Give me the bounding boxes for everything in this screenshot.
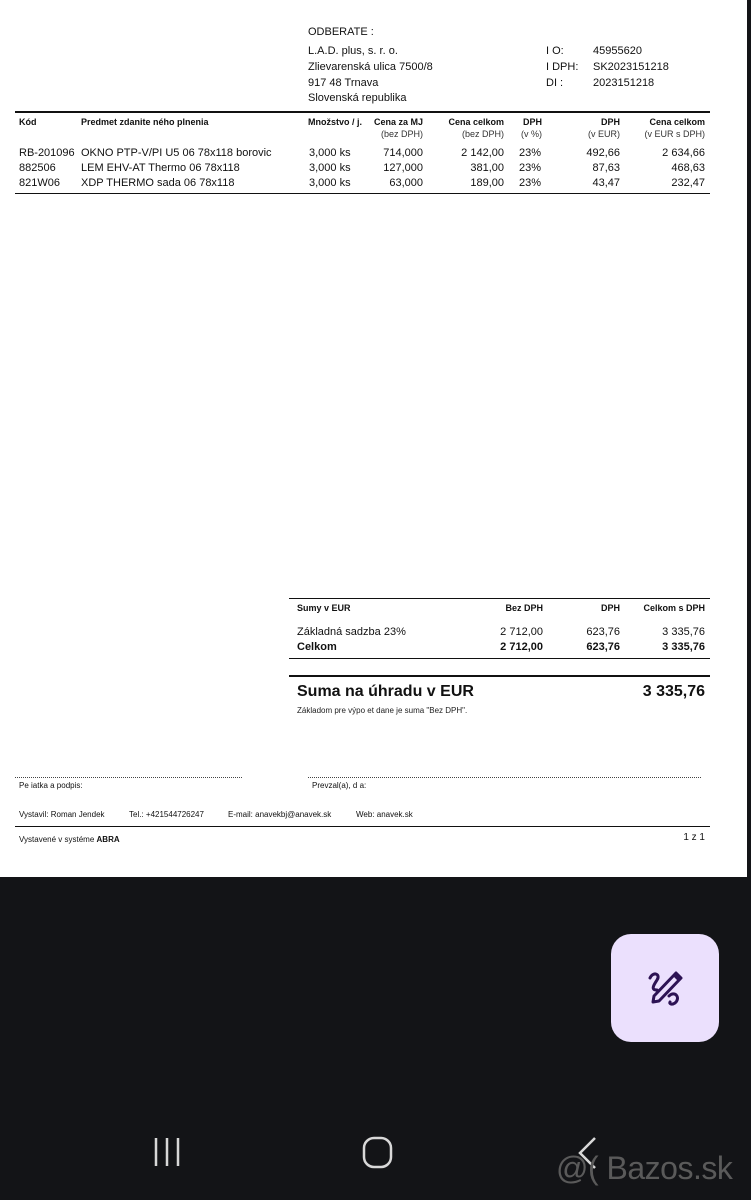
dic-value: 2023151218: [593, 77, 655, 89]
issuer-phone: Tel.: +421544726247: [129, 810, 204, 819]
recent-apps-button[interactable]: [153, 1136, 183, 1173]
cell-vat-rate: 23%: [519, 147, 542, 159]
summary-bottom-rule: [289, 658, 710, 659]
cell-qty: 3,000 ks: [309, 177, 351, 189]
handwriting-fab-button[interactable]: [611, 934, 719, 1042]
cell-unit-price: 127,000: [383, 162, 423, 174]
cell-vat-rate: 23%: [519, 162, 542, 174]
system-name: ABRA: [96, 835, 120, 844]
icdph-label: I DPH:: [546, 61, 579, 73]
ico-value: 45955620: [593, 45, 642, 57]
cell-grand: 468,63: [671, 162, 705, 174]
due-top-rule: [289, 675, 710, 677]
col-header-vat-eur: DPH: [600, 117, 620, 127]
summary-row-gross: 3 335,76: [662, 626, 705, 638]
cell-total: 381,00: [470, 162, 504, 174]
buyer-city: 917 48 Trnava: [308, 77, 379, 89]
summary-top-rule: [289, 598, 710, 599]
received-line: [308, 777, 701, 778]
summary-row-label: Základná sadzba 23%: [297, 626, 406, 638]
summary-row-net: 2 712,00: [500, 626, 543, 638]
cell-qty: 3,000 ks: [309, 162, 351, 174]
buyer-title: ODBERATE :: [308, 26, 374, 38]
cell-vat-eur: 87,63: [592, 162, 620, 174]
tax-base-note: Základom pre výpo et dane je suma "Bez DPH".: [297, 706, 468, 715]
summary-total-vat: 623,76: [586, 641, 620, 653]
col-header-vat-rate: DPH: [523, 117, 543, 127]
cell-total: 2 142,00: [461, 147, 504, 159]
cell-subject: XDP THERMO sada 06 78x118: [81, 177, 235, 189]
cell-subject: OKNO PTP-V/PI U5 06 78x118 borovic: [81, 147, 272, 159]
cell-vat-eur: 43,47: [592, 177, 620, 189]
summary-total-net: 2 712,00: [500, 641, 543, 653]
summary-header-label: Sumy v EUR: [297, 603, 351, 613]
cell-code: RB-201096: [19, 147, 75, 159]
bazos-watermark: @( Bazos.sk: [556, 1150, 733, 1186]
page-counter: 1 z 1: [683, 832, 705, 843]
summary-row-vat: 623,76: [586, 626, 620, 638]
dic-label: DI :: [546, 77, 564, 89]
recent-apps-icon: [153, 1136, 183, 1168]
footer-rule: [15, 826, 710, 827]
cell-unit-price: 714,000: [383, 147, 423, 159]
table-top-rule: [15, 111, 710, 113]
summary-header-gross: Celkom s DPH: [643, 603, 705, 613]
cell-code: 821W06: [19, 177, 60, 189]
summary-header-net: Bez DPH: [505, 603, 543, 613]
buyer-country: Slovenská republika: [308, 92, 407, 104]
col-header-total: Cena celkom: [448, 117, 504, 127]
icdph-value: SK2023151218: [593, 61, 669, 73]
col-header-qty: Množstvo / j.: [308, 117, 362, 127]
issuer-web: Web: anavek.sk: [356, 810, 413, 819]
buyer-name: L.A.D. plus, s. r. o.: [308, 45, 398, 57]
col-header-unit-price-sub: (bez DPH): [380, 129, 423, 139]
col-header-code: Kód: [19, 117, 37, 127]
col-header-grand: Cena celkom: [649, 117, 705, 127]
cell-subject: LEM EHV-AT Thermo 06 78x118: [81, 162, 240, 174]
system-note: [19, 835, 120, 844]
amount-due-value: 3 335,76: [642, 683, 705, 700]
summary-header-vat: DPH: [600, 603, 620, 613]
ico-label: I O:: [546, 45, 564, 57]
cell-grand: 232,47: [671, 177, 705, 189]
cell-vat-eur: 492,66: [586, 147, 620, 159]
cell-code: 882506: [19, 162, 56, 174]
col-header-unit-price: Cena za MJ: [373, 117, 423, 127]
cell-grand: 2 634,66: [662, 147, 705, 159]
cell-unit-price: 63,000: [389, 177, 423, 189]
buyer-street: Zlievarenská ulica 7500/8: [308, 61, 433, 73]
home-icon: [362, 1136, 394, 1170]
table-bottom-rule: [15, 193, 710, 194]
handwriting-pen-icon: [645, 968, 685, 1008]
issuer-email: E-mail: anavekbj@anavek.sk: [228, 810, 332, 819]
signature-line: [15, 777, 242, 778]
stamp-signature-label: Pe iatka a podpis:: [19, 781, 83, 790]
summary-total-gross: 3 335,76: [662, 641, 705, 653]
amount-due-label: Suma na úhradu v EUR: [297, 683, 474, 700]
home-button[interactable]: [362, 1136, 394, 1175]
received-by-label: Prevzal(a), d a:: [312, 781, 367, 790]
issued-by: Vystavil: Roman Jendek: [19, 810, 105, 819]
cell-total: 189,00: [470, 177, 504, 189]
col-header-total-sub: (bez DPH): [461, 129, 504, 139]
summary-total-label: Celkom: [297, 641, 337, 653]
system-note-prefix: Vystavené v systéme: [19, 835, 97, 844]
col-header-grand-sub: (v EUR s DPH): [644, 129, 705, 139]
col-header-subject: Predmet zdanite ného plnenia: [81, 117, 209, 127]
cell-qty: 3,000 ks: [309, 147, 351, 159]
col-header-vat-rate-sub: (v %): [521, 129, 542, 139]
cell-vat-rate: 23%: [519, 177, 542, 189]
col-header-vat-eur-sub: (v EUR): [588, 129, 620, 139]
